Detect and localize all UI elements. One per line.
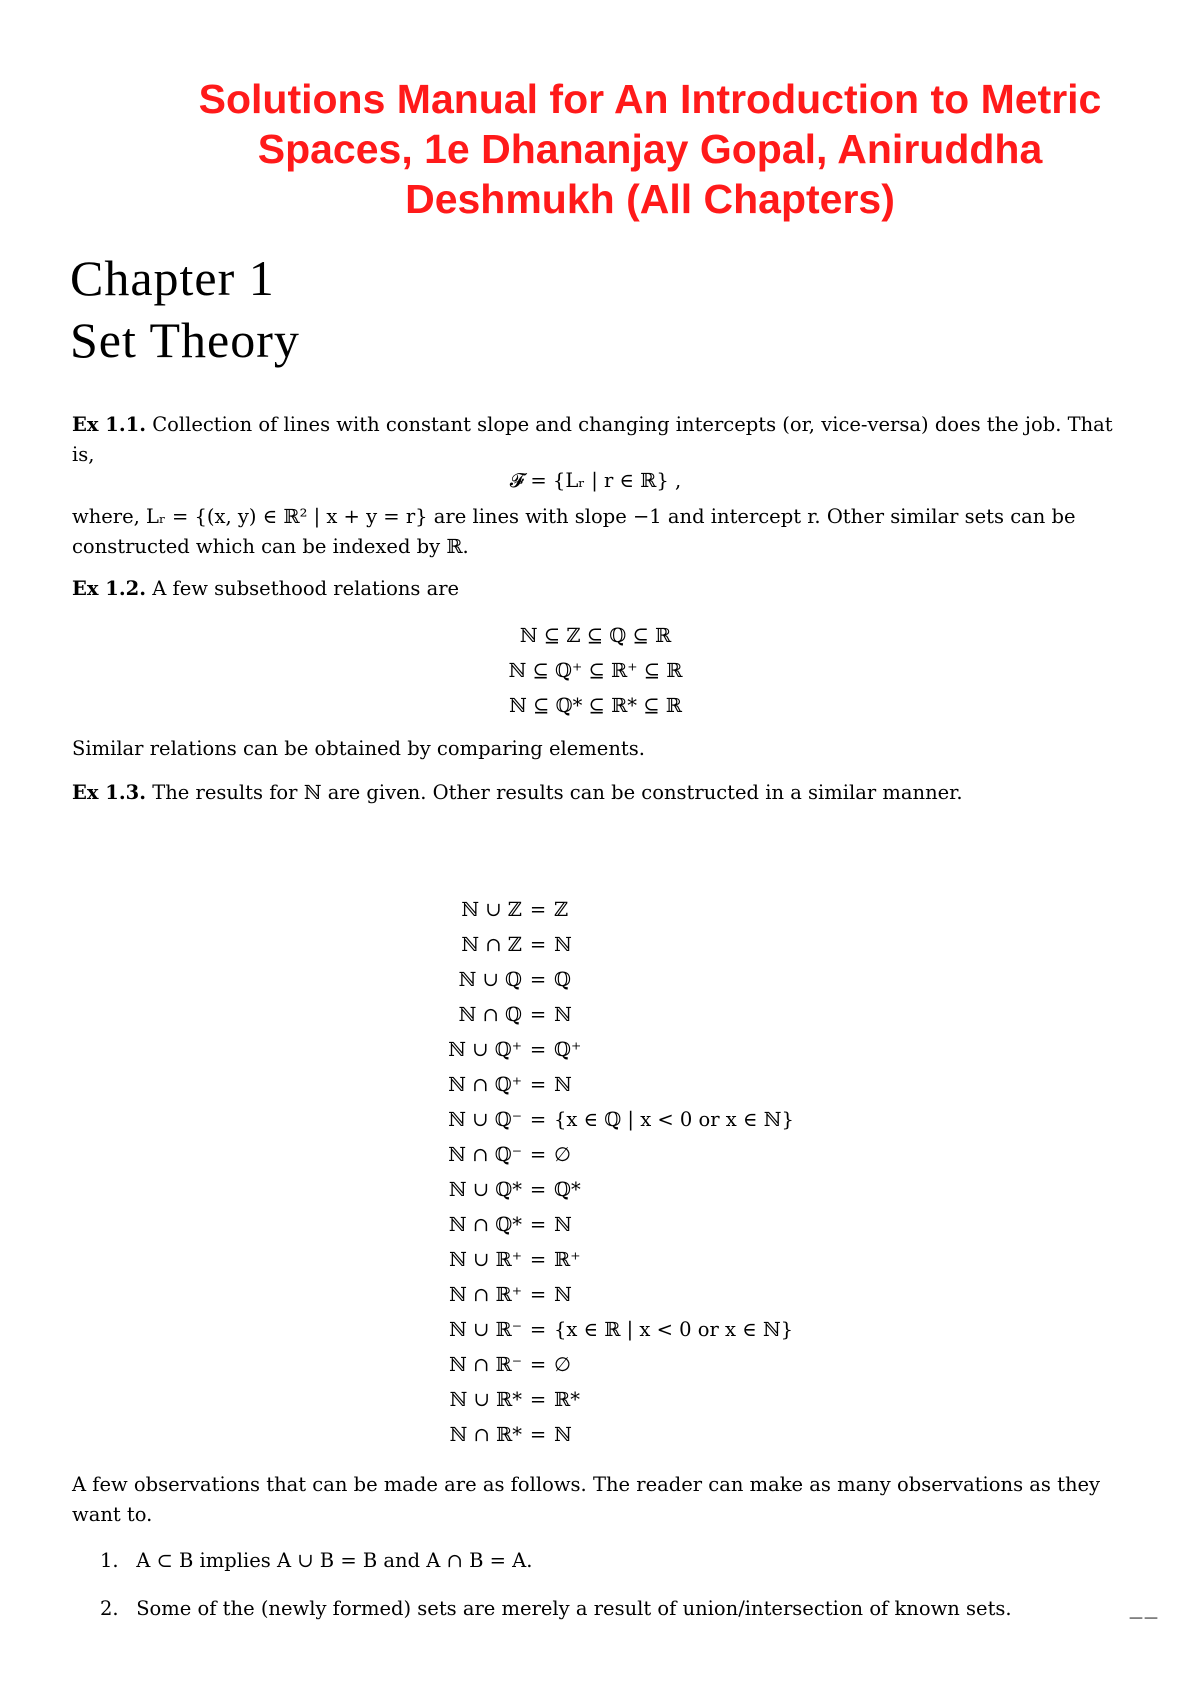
observation-item xyxy=(100,1546,1100,1576)
observation-text: Some of the (newly formed) sets are merely a result of union/intersection of known sets. xyxy=(136,1597,1012,1620)
equation-row xyxy=(418,1382,794,1417)
banner-line-1: Solutions Manual for An Introduction to Metric xyxy=(198,76,1102,122)
title-banner xyxy=(120,74,1180,224)
eq-left: ℕ ∩ ℝ* xyxy=(449,1423,522,1446)
ex-1-1-label: Ex 1.1. xyxy=(72,413,146,436)
eq-sign: = xyxy=(529,1353,547,1376)
eq-sign: = xyxy=(529,1038,547,1061)
ex-1-1-after: where, Lᵣ = {(x, y) ∈ ℝ² | x + y = r} are lines with slope −1 and intercept r. Other similar sets can be constructed which can be indexed by ℝ. xyxy=(72,505,1076,558)
eq-left: ℕ ∪ ℝ⁺ xyxy=(448,1248,522,1271)
equation-row xyxy=(418,1277,794,1312)
ex-1-2-after: Similar relations can be obtained by comparing elements. xyxy=(72,737,645,760)
equation-row xyxy=(418,1067,794,1102)
equation-row xyxy=(418,927,794,962)
equation-row xyxy=(418,1417,794,1452)
eq-right: {x ∈ ℝ | x < 0 or x ∈ ℕ} xyxy=(554,1318,794,1341)
eq-left: ℕ ∪ ℚ xyxy=(458,968,522,991)
eq-sign: = xyxy=(529,1073,547,1096)
eq-sign: = xyxy=(529,1143,547,1166)
chapter-title: Set Theory xyxy=(70,312,300,368)
eq-right: ℚ xyxy=(554,968,571,991)
eq-left: ℕ ∩ ℝ⁻ xyxy=(448,1353,522,1376)
relation-row: ℕ ⊆ ℚ⁺ ⊆ ℝ⁺ ⊆ ℝ xyxy=(508,659,683,682)
eq-right: ℕ xyxy=(554,1423,572,1446)
ex-1-2-label: Ex 1.2. xyxy=(72,577,146,600)
eq-right: ∅ xyxy=(554,1353,571,1376)
union-intersection-table xyxy=(418,892,794,1452)
eq-right: ℕ xyxy=(554,1003,572,1026)
observation-number: 2. xyxy=(100,1597,119,1620)
ex-1-1-paragraph xyxy=(72,410,1122,470)
ex-1-1-equation: 𝓕 = {Lᵣ | r ∈ ℝ} , xyxy=(509,469,682,492)
banner-line-2: Spaces, 1e Dhananjay Gopal, Aniruddha xyxy=(257,126,1043,172)
eq-left: ℕ ∩ ℚ⁻ xyxy=(448,1143,522,1166)
eq-sign: = xyxy=(529,1318,547,1341)
eq-sign: = xyxy=(529,898,547,921)
eq-right: ℝ⁺ xyxy=(554,1248,581,1271)
eq-right: ℚ⁺ xyxy=(554,1038,582,1061)
equation-row xyxy=(418,1207,794,1242)
subset-relations xyxy=(0,618,1191,723)
eq-sign: = xyxy=(529,1108,547,1131)
equation-row xyxy=(418,962,794,997)
equation-row xyxy=(418,1032,794,1067)
ex-1-1-text: Collection of lines with constant slope and changing intercepts (or, vice-versa) does the job. That is, xyxy=(72,413,1113,466)
equation-row xyxy=(418,1102,794,1137)
eq-left: ℕ ∪ ℝ⁻ xyxy=(448,1318,522,1341)
eq-right: ℤ xyxy=(554,898,569,921)
eq-sign: = xyxy=(529,1248,547,1271)
eq-sign: = xyxy=(529,1003,547,1026)
equation-row xyxy=(418,1312,794,1347)
equation-row xyxy=(418,1172,794,1207)
eq-sign: = xyxy=(529,1178,547,1201)
eq-right: ℚ* xyxy=(554,1178,581,1201)
eq-left: ℕ ∪ ℚ⁺ xyxy=(448,1038,522,1061)
eq-left: ℕ ∩ ℤ xyxy=(461,933,522,956)
eq-left: ℕ ∩ ℚ* xyxy=(448,1213,522,1236)
eq-left: ℕ ∪ ℚ* xyxy=(448,1178,522,1201)
observation-number: 1. xyxy=(100,1549,119,1572)
observation-text: A ⊂ B implies A ∪ B = B and A ∩ B = A. xyxy=(136,1549,533,1572)
banner-line-3: Deshmukh (All Chapters) xyxy=(405,176,895,222)
ex-1-3-label: Ex 1.3. xyxy=(72,781,146,804)
eq-sign: = xyxy=(529,1283,547,1306)
ex-1-2-text: A few subsethood relations are xyxy=(152,577,460,600)
equation-row xyxy=(418,997,794,1032)
chapter-number: Chapter 1 xyxy=(70,250,275,306)
observation-item xyxy=(100,1594,1100,1624)
eq-sign: = xyxy=(529,1388,547,1411)
eq-sign: = xyxy=(529,933,547,956)
ex-1-3-text: The results for ℕ are given. Other results can be constructed in a similar manner. xyxy=(152,781,963,804)
eq-sign: = xyxy=(529,968,547,991)
eq-left: ℕ ∪ ℤ xyxy=(461,898,522,921)
ex-1-2-paragraph xyxy=(72,574,1122,604)
eq-left: ℕ ∩ ℚ⁺ xyxy=(448,1073,522,1096)
relation-row: ℕ ⊆ ℤ ⊆ ℚ ⊆ ℝ xyxy=(519,624,672,647)
equation-row xyxy=(418,892,794,927)
observations-intro: A few observations that can be made are as follows. The reader can make as many observations as they want to. xyxy=(72,1473,1101,1526)
eq-right: {x ∈ ℚ | x < 0 or x ∈ ℕ} xyxy=(554,1108,794,1131)
eq-right: ∅ xyxy=(554,1143,571,1166)
eq-right: ℕ xyxy=(554,933,572,956)
eq-right: ℝ* xyxy=(554,1388,580,1411)
eq-right: ℕ xyxy=(554,1213,572,1236)
eq-sign: = xyxy=(529,1423,547,1446)
page-mark: —— xyxy=(1129,1610,1159,1626)
equation-row xyxy=(418,1347,794,1382)
eq-left: ℕ ∪ ℚ⁻ xyxy=(448,1108,522,1131)
equation-row xyxy=(418,1137,794,1172)
eq-sign: = xyxy=(529,1213,547,1236)
relation-row: ℕ ⊆ ℚ* ⊆ ℝ* ⊆ ℝ xyxy=(509,694,682,717)
eq-right: ℕ xyxy=(554,1073,572,1096)
eq-left: ℕ ∩ ℝ⁺ xyxy=(448,1283,522,1306)
ex-1-3-paragraph xyxy=(72,778,1122,808)
eq-right: ℕ xyxy=(554,1283,572,1306)
equation-row xyxy=(418,1242,794,1277)
eq-left: ℕ ∪ ℝ* xyxy=(449,1388,522,1411)
eq-left: ℕ ∩ ℚ xyxy=(458,1003,522,1026)
